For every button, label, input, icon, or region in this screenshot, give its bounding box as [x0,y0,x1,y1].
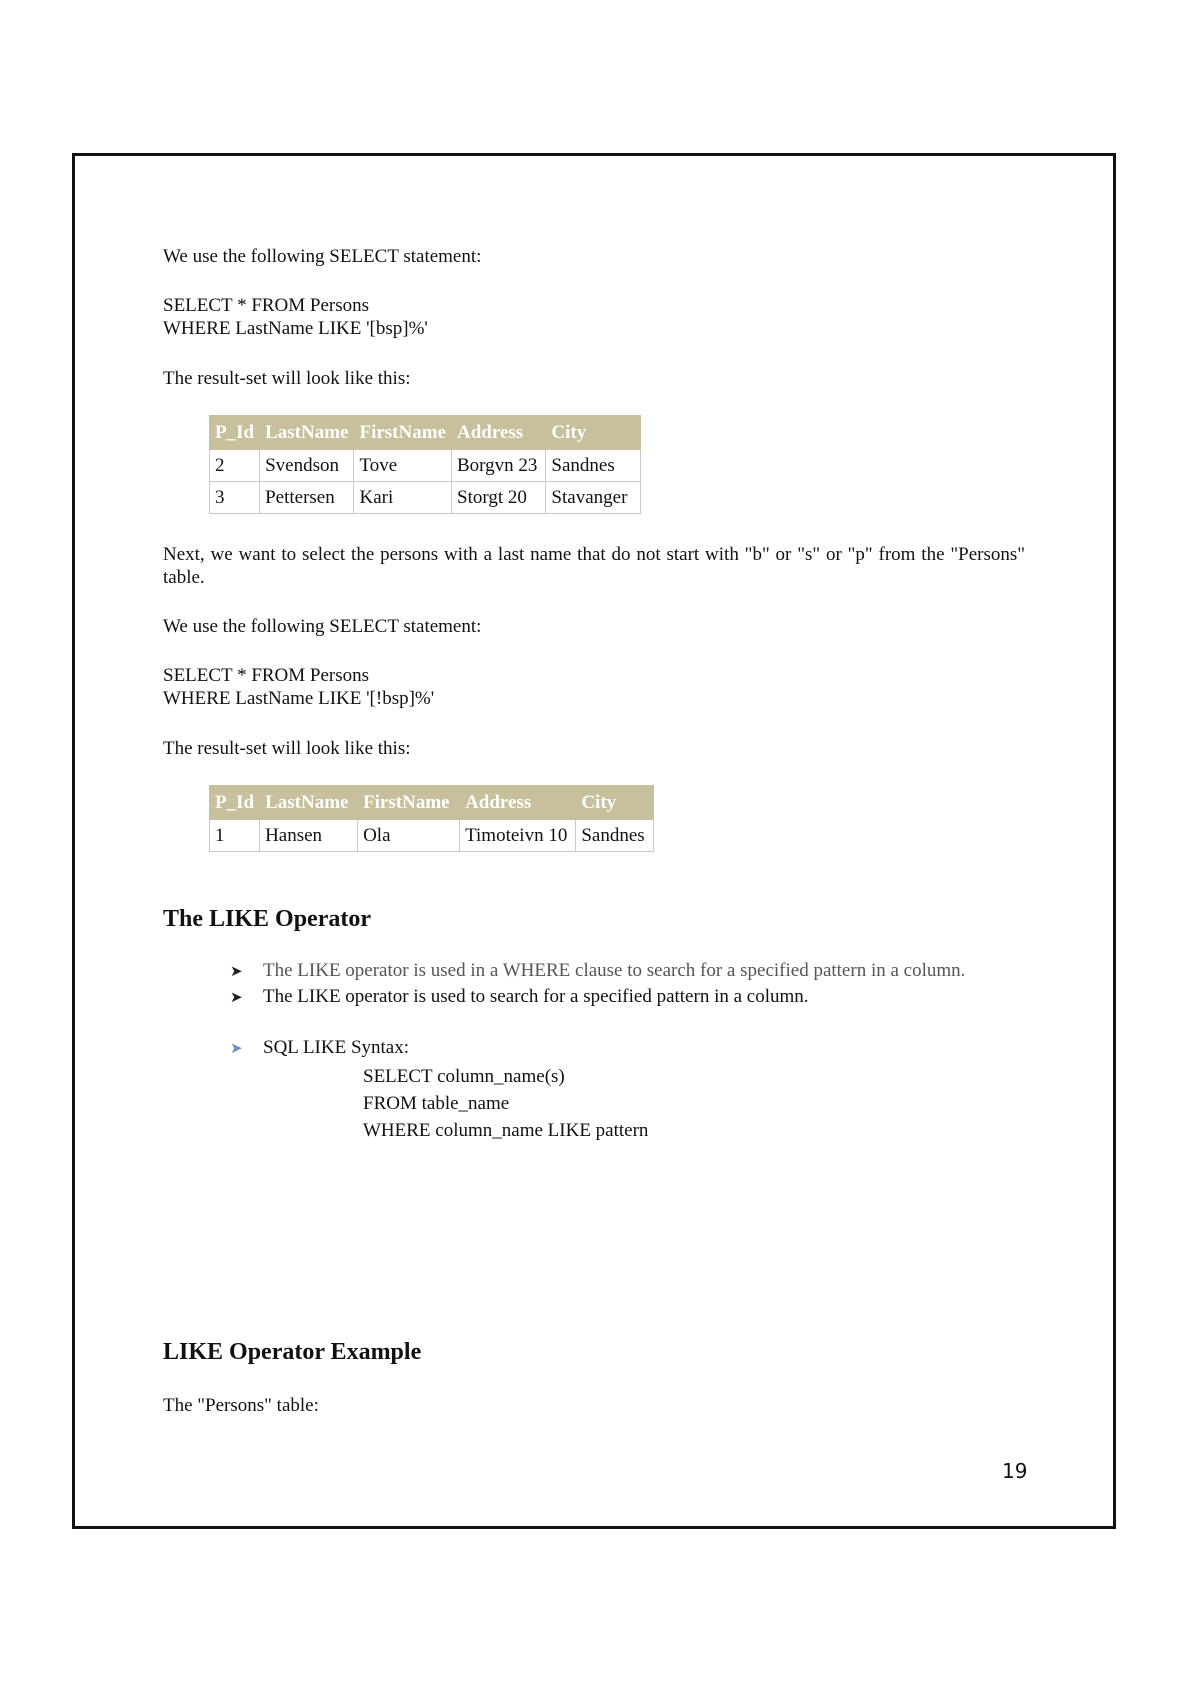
arrow-bullet-icon: ➤ [230,990,243,1006]
column-header: P_Id [210,786,260,820]
table-cell: Ola [358,820,460,852]
table-cell: Storgt 20 [452,482,546,514]
page-number: 19 [1002,1459,1028,1483]
code-line: SELECT * FROM Persons [163,295,370,316]
column-header: City [576,786,653,820]
column-header: FirstName [354,416,452,450]
bullet-item [230,959,965,984]
column-header: FirstName [358,786,460,820]
result-table-2 [209,785,654,852]
arrow-bullet-icon: ➤ [230,1041,243,1057]
table-cell: Sandnes [546,450,641,482]
code-block-1 [163,294,428,340]
table-cell: Sandnes [576,820,653,852]
next-paragraph: Next, we want to select the persons with a last name that do not start with "b" or "s" or "p" from the "Persons" table. [163,544,1025,588]
code-line: WHERE LastName LIKE '[bsp]%' [163,318,428,339]
intro-paragraph: We use the following SELECT statement: [163,246,482,267]
column-header: Address [452,416,546,450]
column-header: City [546,416,641,450]
bullet-item [230,985,809,1010]
section-heading-like-operator: The LIKE Operator [163,906,371,932]
table-row [210,450,641,482]
bullet-text: The LIKE operator is used in a WHERE clause to search for a specified pattern in a column. [263,960,966,981]
result-intro-paragraph-2: The result-set will look like this: [163,738,411,759]
table-cell: Svendson [260,450,354,482]
result-table-1 [209,415,641,514]
bullet-item [230,1036,409,1061]
table-row [210,482,641,514]
table-cell: Kari [354,482,452,514]
arrow-bullet-icon: ➤ [230,964,243,980]
table-cell: Pettersen [260,482,354,514]
table-cell: Stavanger [546,482,641,514]
table-cell: Tove [354,450,452,482]
section-heading-example: LIKE Operator Example [163,1339,422,1365]
syntax-line: SELECT column_name(s) [363,1066,565,1087]
result-intro-paragraph: The result-set will look like this: [163,368,411,389]
syntax-line: WHERE column_name LIKE pattern [363,1120,649,1141]
column-header: LastName [260,416,354,450]
syntax-block [363,1063,648,1144]
persons-table-caption: The "Persons" table: [163,1395,319,1416]
column-header: LastName [260,786,358,820]
table-cell: Timoteivn 10 [460,820,576,852]
table-header-row [210,416,641,450]
code-line: WHERE LastName LIKE '[!bsp]%' [163,688,435,709]
column-header: P_Id [210,416,260,450]
table-row [210,820,654,852]
table-cell: 1 [210,820,260,852]
column-header: Address [460,786,576,820]
bullet-text: The LIKE operator is used to search for a specified pattern in a column. [263,986,809,1007]
code-line: SELECT * FROM Persons [163,665,370,686]
syntax-line: FROM table_name [363,1093,510,1114]
bullet-text: SQL LIKE Syntax: [263,1037,410,1058]
intro-paragraph-2: We use the following SELECT statement: [163,616,482,637]
code-block-2 [163,664,434,710]
table-cell: Hansen [260,820,358,852]
table-cell: Borgvn 23 [452,450,546,482]
table-cell: 3 [210,482,260,514]
table-cell: 2 [210,450,260,482]
table-header-row [210,786,654,820]
